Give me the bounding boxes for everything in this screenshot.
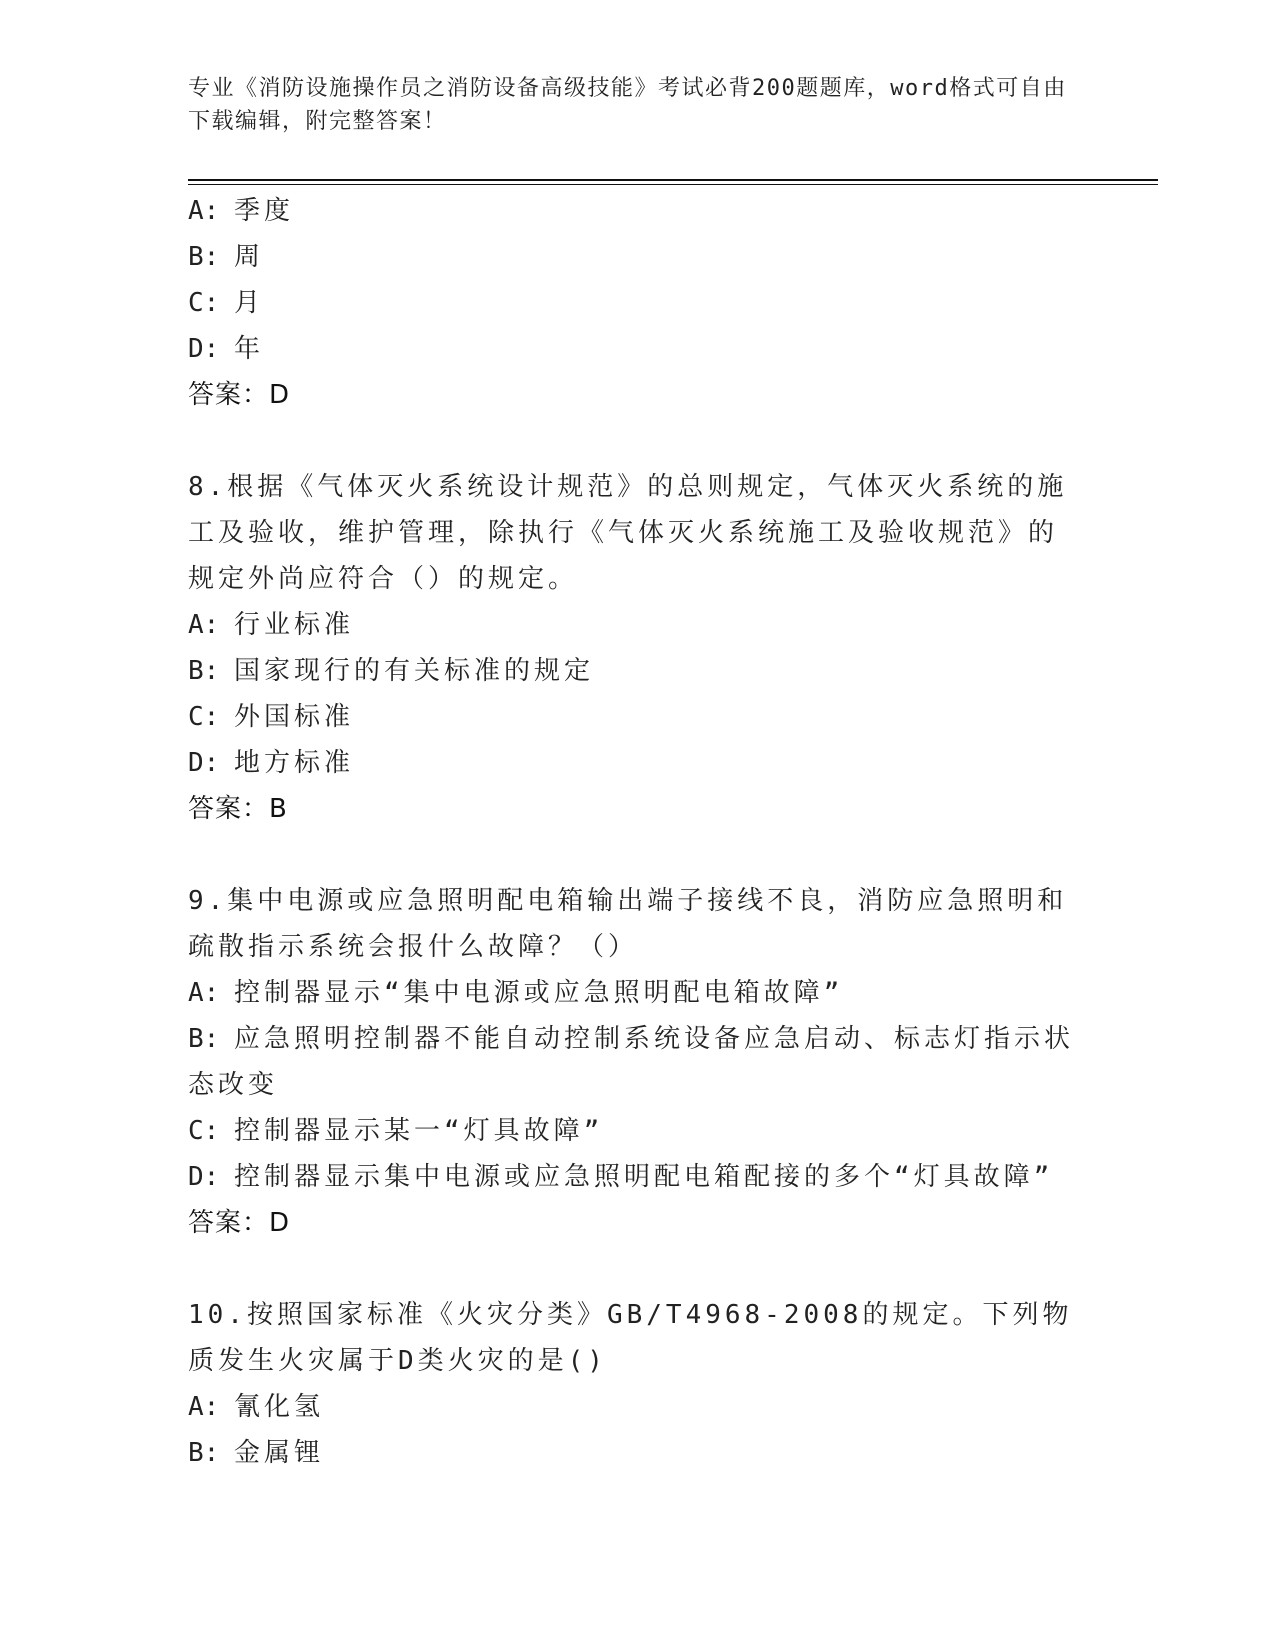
option-text: 应急照明控制器不能自动控制系统设备应急启动、标志灯指示状态改变 bbox=[188, 1024, 1075, 1100]
option-letter: C: bbox=[188, 702, 220, 732]
option-text: 控制器显示“集中电源或应急照明配电箱故障” bbox=[234, 978, 844, 1008]
spacer bbox=[188, 1246, 1078, 1292]
option-letter: D: bbox=[188, 334, 220, 364]
option-text: 控制器显示集中电源或应急照明配电箱配接的多个“灯具故障” bbox=[234, 1162, 1054, 1192]
option-letter: A: bbox=[188, 196, 220, 226]
option-letter: A: bbox=[188, 1392, 220, 1422]
option-text: 外国标准 bbox=[234, 702, 355, 732]
option-b bbox=[188, 648, 1078, 694]
option-letter: B: bbox=[188, 1438, 220, 1468]
option-a bbox=[188, 970, 1078, 1016]
option-text: 月 bbox=[234, 288, 265, 318]
option-d bbox=[188, 740, 1078, 786]
option-text: 氰化氢 bbox=[234, 1392, 325, 1422]
option-c bbox=[188, 694, 1078, 740]
option-a bbox=[188, 602, 1078, 648]
option-letter: A: bbox=[188, 978, 220, 1008]
answer-line: 答案：D bbox=[188, 380, 291, 410]
question-text: 8.根据《气体灭火系统设计规范》的总则规定，气体灭火系统的施工及验收，维护管理，除执行《气体灭火系统施工及验收规范》的规定外尚应符合（）的规定。 bbox=[188, 472, 1068, 594]
option-b bbox=[188, 1430, 1078, 1476]
answer-line: 答案：D bbox=[188, 1208, 291, 1238]
option-letter: B: bbox=[188, 656, 220, 686]
option-b bbox=[188, 1016, 1078, 1108]
option-text: 行业标准 bbox=[234, 610, 355, 640]
option-letter: B: bbox=[188, 242, 220, 272]
option-letter: C: bbox=[188, 1116, 220, 1146]
option-letter: D: bbox=[188, 1162, 220, 1192]
question-list bbox=[188, 188, 1078, 1476]
option-text: 周 bbox=[234, 242, 265, 272]
option-d bbox=[188, 326, 1078, 372]
question-7-tail bbox=[188, 188, 1078, 418]
option-letter: A: bbox=[188, 610, 220, 640]
option-a bbox=[188, 188, 1078, 234]
option-text: 国家现行的有关标准的规定 bbox=[234, 656, 595, 686]
option-text: 年 bbox=[234, 334, 265, 364]
question-text: 10.按照国家标准《火灾分类》GB/T4968-2008的规定。下列物质发生火灾属于D类火灾的是() bbox=[188, 1300, 1073, 1376]
question-10 bbox=[188, 1292, 1078, 1476]
spacer bbox=[188, 832, 1078, 878]
option-c bbox=[188, 1108, 1078, 1154]
question-8 bbox=[188, 464, 1078, 832]
option-text: 地方标准 bbox=[234, 748, 355, 778]
option-a bbox=[188, 1384, 1078, 1430]
question-9 bbox=[188, 878, 1078, 1246]
header-divider bbox=[188, 179, 1158, 181]
answer-line: 答案：B bbox=[188, 794, 288, 824]
option-letter: D: bbox=[188, 748, 220, 778]
option-text: 季度 bbox=[234, 196, 295, 226]
option-letter: B: bbox=[188, 1024, 220, 1054]
option-d bbox=[188, 1154, 1078, 1200]
option-text: 控制器显示某一“灯具故障” bbox=[234, 1116, 604, 1146]
document-header: 专业《消防设施操作员之消防设备高级技能》考试必背200题题库，word格式可自由下载编辑，附完整答案！ bbox=[188, 76, 1067, 134]
option-text: 金属锂 bbox=[234, 1438, 325, 1468]
question-text: 9.集中电源或应急照明配电箱输出端子接线不良，消防应急照明和疏散指示系统会报什么故障？（） bbox=[188, 886, 1068, 962]
option-c bbox=[188, 280, 1078, 326]
option-b bbox=[188, 234, 1078, 280]
spacer bbox=[188, 418, 1078, 464]
header-divider-thin bbox=[188, 184, 1158, 185]
option-letter: C: bbox=[188, 288, 220, 318]
